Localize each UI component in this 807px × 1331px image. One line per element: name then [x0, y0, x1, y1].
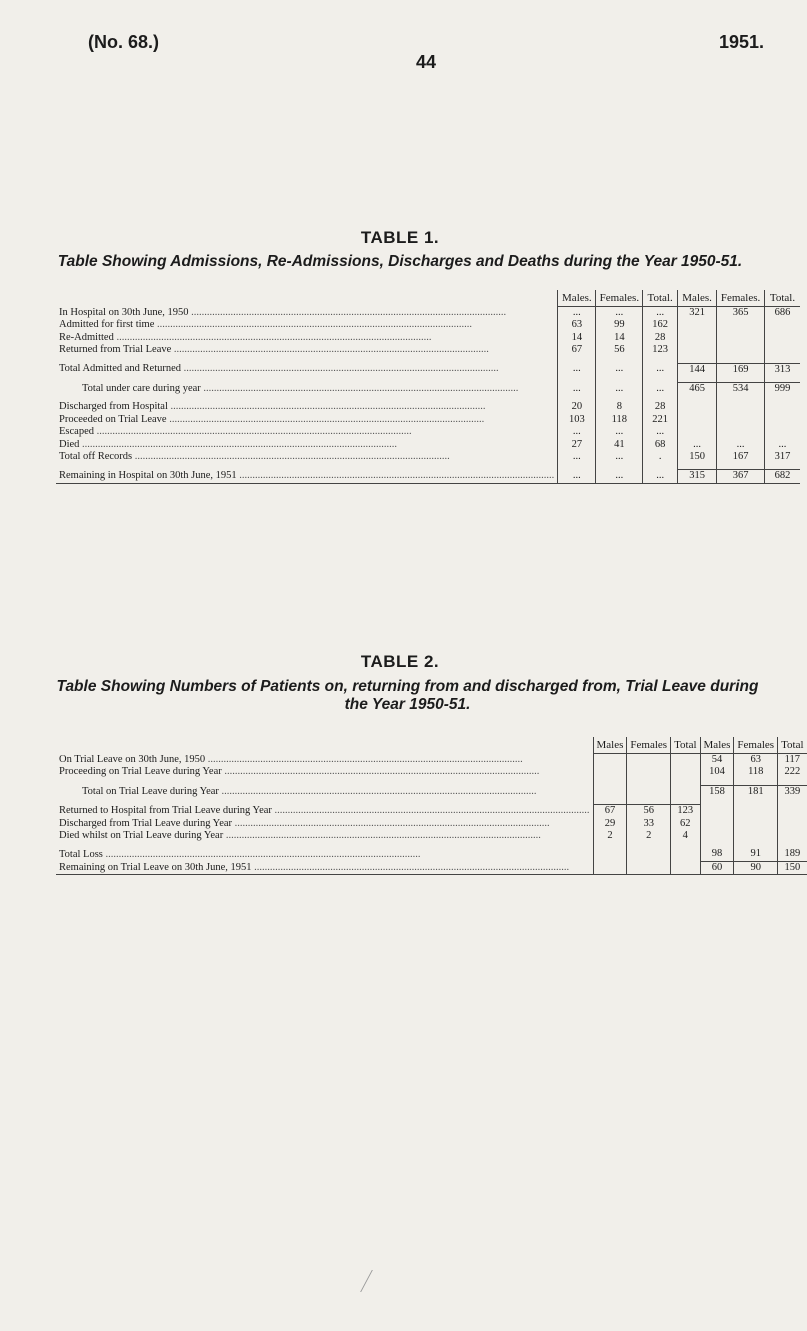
table-cell [764, 344, 800, 356]
table-cell: 169 [717, 363, 765, 376]
table-cell: 317 [764, 451, 800, 463]
row-label: Total under care during year ........................................................................................................................ [82, 382, 519, 394]
row-label: Remaining on Trial Leave on 30th June, 1951 ........................................................................................................................ [56, 861, 593, 874]
table-cell: 999 [764, 383, 800, 396]
table-cell: 104 [700, 766, 734, 778]
table-cell: 98 [700, 848, 734, 861]
col-header: Females. [717, 290, 765, 307]
table-cell: ... [596, 451, 643, 463]
table-cell: 63 [734, 754, 778, 767]
table-cell: 150 [678, 451, 717, 463]
table1-subtitle: Table Showing Admissions, Re-Admissions, Discharges and Deaths during the Year 1950-51. [57, 253, 743, 270]
table-cell: 28 [643, 332, 678, 344]
table-cell: 54 [700, 754, 734, 767]
col-header: Females [627, 737, 671, 754]
pencil-mark [360, 1270, 385, 1292]
row-label: Total Loss ........................................................................................................................ [59, 848, 421, 860]
table-cell [764, 414, 800, 426]
table-cell: ... [558, 470, 596, 483]
row-label: Discharged from Hospital ........................................................................................................................ [59, 401, 486, 413]
table-cell: 68 [643, 439, 678, 451]
table-cell [593, 754, 627, 767]
table-cell: ... [596, 470, 643, 483]
col-header: Males [593, 737, 627, 754]
table-row [56, 754, 807, 767]
table-cell: 162 [643, 319, 678, 331]
table-cell: ... [643, 363, 678, 376]
row-label: Total Admitted and Returned ........................................................................................................................ [59, 363, 499, 375]
table-cell: 27 [558, 439, 596, 451]
table-cell [717, 332, 765, 344]
table-cell [678, 319, 717, 331]
row-label: In Hospital on 30th June, 1950 ........................................................................................................................ [59, 306, 507, 318]
table-cell: 103 [558, 414, 596, 426]
table-cell [671, 861, 700, 874]
table-cell [678, 344, 717, 356]
table-row [56, 363, 800, 376]
row-label: Proceeding on Trial Leave during Year ........................................................................................................................ [59, 766, 540, 778]
table-cell: 91 [734, 848, 778, 861]
row-label: Died whilst on Trial Leave during Year ........................................................................................................................ [59, 830, 541, 842]
table-cell: ... [558, 383, 596, 396]
table-cell: 313 [764, 363, 800, 376]
col-header: Total [671, 737, 700, 754]
table-cell: ... [558, 426, 596, 438]
table-cell [717, 414, 765, 426]
col-header: Total [778, 737, 807, 754]
table-row [56, 439, 800, 451]
table-cell: 63 [558, 319, 596, 331]
table2 [56, 737, 807, 875]
table-cell: 60 [700, 861, 734, 874]
document-year: 1951. [718, 32, 764, 52]
table-cell [778, 830, 807, 842]
table-cell: ... [596, 307, 643, 320]
table-cell: . [643, 451, 678, 463]
table-cell [717, 319, 765, 331]
table-cell [671, 754, 700, 767]
document-number: (No. 68.) [88, 32, 160, 52]
table-cell: 33 [627, 818, 671, 830]
table-cell [678, 426, 717, 438]
table-cell [671, 766, 700, 778]
table-row [56, 401, 800, 413]
table-cell [627, 766, 671, 778]
table-cell: 123 [643, 344, 678, 356]
table-cell: 465 [678, 383, 717, 396]
table-cell [778, 805, 807, 818]
table-cell: 181 [734, 785, 778, 798]
table-cell [627, 848, 671, 861]
row-label: Re-Admitted ........................................................................................................................ [59, 331, 432, 343]
table-cell: 117 [778, 754, 807, 767]
table-cell: ... [558, 451, 596, 463]
table-row [56, 830, 807, 842]
table-cell [700, 830, 734, 842]
table-cell [700, 818, 734, 830]
table-cell: 118 [596, 414, 643, 426]
table1-title: TABLE 1. [360, 228, 440, 247]
table-cell: ... [643, 470, 678, 483]
row-label: Admitted for first time ........................................................................................................................ [59, 319, 472, 331]
table-cell [764, 332, 800, 344]
table-cell [593, 766, 627, 778]
row-label: Total off Records ........................................................................................................................ [59, 451, 450, 463]
table-row [56, 848, 807, 861]
table1-header-row [56, 290, 800, 307]
table-cell [627, 785, 671, 798]
table-cell: 534 [717, 383, 765, 396]
table-cell: 8 [596, 401, 643, 413]
table-cell: 2 [627, 830, 671, 842]
page-header [88, 32, 764, 72]
page-number: 44 [415, 52, 437, 72]
table-cell [717, 426, 765, 438]
col-header: Males. [558, 290, 596, 307]
table-cell: 41 [596, 439, 643, 451]
table-cell: 189 [778, 848, 807, 861]
table-cell: 221 [643, 414, 678, 426]
table-cell: ... [596, 426, 643, 438]
table-cell: 29 [593, 818, 627, 830]
table-cell: 4 [671, 830, 700, 842]
row-label: Returned from Trial Leave ........................................................................................................................ [59, 344, 489, 356]
table-cell: 62 [671, 818, 700, 830]
table-cell [700, 805, 734, 818]
col-header: Males [700, 737, 734, 754]
table-row [56, 344, 800, 356]
table-cell: 67 [558, 344, 596, 356]
table-cell: ... [596, 363, 643, 376]
table-cell [671, 785, 700, 798]
table1 [56, 290, 800, 484]
row-label: Total on Trial Leave during Year ........................................................................................................................ [82, 785, 537, 797]
table-row [56, 307, 800, 320]
table2-subtitle-line2: the Year 1950-51. [344, 696, 471, 713]
table-cell: 56 [627, 805, 671, 818]
table-cell [764, 319, 800, 331]
table2-header-row [56, 737, 807, 754]
row-label: Discharged from Trial Leave during Year ........................................................................................................................ [59, 817, 550, 829]
table-cell: ... [764, 439, 800, 451]
table-cell [671, 848, 700, 861]
table-cell [764, 401, 800, 413]
table-cell: 20 [558, 401, 596, 413]
table-cell: 167 [717, 451, 765, 463]
table-cell: 339 [778, 785, 807, 798]
table-cell: 90 [734, 861, 778, 874]
table-row [56, 861, 807, 874]
table2-title: TABLE 2. [360, 652, 440, 671]
table-cell: 118 [734, 766, 778, 778]
table-cell: 222 [778, 766, 807, 778]
table-cell: ... [678, 439, 717, 451]
table-row [56, 451, 800, 463]
col-header: Total. [643, 290, 678, 307]
table-cell: 686 [764, 307, 800, 320]
table-cell: ... [643, 307, 678, 320]
table-cell: ... [643, 383, 678, 396]
table-cell [717, 401, 765, 413]
table-cell: 315 [678, 470, 717, 483]
table-cell [734, 805, 778, 818]
table2-subtitle-line1: Table Showing Numbers of Patients on, returning from and discharged from, Trial Leave during [56, 678, 759, 695]
table-cell [627, 754, 671, 767]
table-cell: 14 [596, 332, 643, 344]
table-cell: 144 [678, 363, 717, 376]
row-label: Died ........................................................................................................................ [59, 438, 398, 450]
table-cell [764, 426, 800, 438]
table-row [56, 319, 800, 331]
table-cell: 28 [643, 401, 678, 413]
table-cell: ... [717, 439, 765, 451]
table-cell: 2 [593, 830, 627, 842]
table-row [56, 470, 800, 483]
table-cell [734, 830, 778, 842]
table-cell: 682 [764, 470, 800, 483]
table-row [56, 785, 807, 798]
table-cell [778, 818, 807, 830]
table-cell: 150 [778, 861, 807, 874]
table-cell: 56 [596, 344, 643, 356]
table-row [56, 818, 807, 830]
table-cell: 321 [678, 307, 717, 320]
row-label: Escaped ........................................................................................................................ [59, 426, 412, 438]
table-row [56, 766, 807, 778]
table-row [56, 426, 800, 438]
table-cell: 14 [558, 332, 596, 344]
table-cell [593, 861, 627, 874]
row-label: Proceeded on Trial Leave ........................................................................................................................ [59, 413, 485, 425]
table-row [56, 383, 800, 396]
table-row [56, 805, 807, 818]
table-cell [627, 861, 671, 874]
table-cell: ... [643, 426, 678, 438]
table-cell [593, 848, 627, 861]
col-header: Females [734, 737, 778, 754]
row-label: On Trial Leave on 30th June, 1950 ........................................................................................................................ [59, 753, 523, 765]
table-cell: ... [558, 363, 596, 376]
table-cell [678, 401, 717, 413]
table-cell: 367 [717, 470, 765, 483]
table-cell [717, 344, 765, 356]
row-label: Remaining in Hospital on 30th June, 1951 ........................................................................................................................ [56, 470, 558, 483]
table-cell: 123 [671, 805, 700, 818]
table-row [56, 414, 800, 426]
col-header: Total. [764, 290, 800, 307]
table-cell: 99 [596, 319, 643, 331]
table-cell: ... [596, 383, 643, 396]
row-label: Returned to Hospital from Trial Leave during Year ........................................................................................................................ [59, 804, 590, 816]
table-cell: 67 [593, 805, 627, 818]
table-cell [593, 785, 627, 798]
col-header: Females. [596, 290, 643, 307]
table-row [56, 332, 800, 344]
table-cell: 158 [700, 785, 734, 798]
table-cell [734, 818, 778, 830]
table-cell: ... [558, 307, 596, 320]
table-cell [678, 414, 717, 426]
col-header: Males. [678, 290, 717, 307]
table-cell: 365 [717, 307, 765, 320]
table-cell [678, 332, 717, 344]
